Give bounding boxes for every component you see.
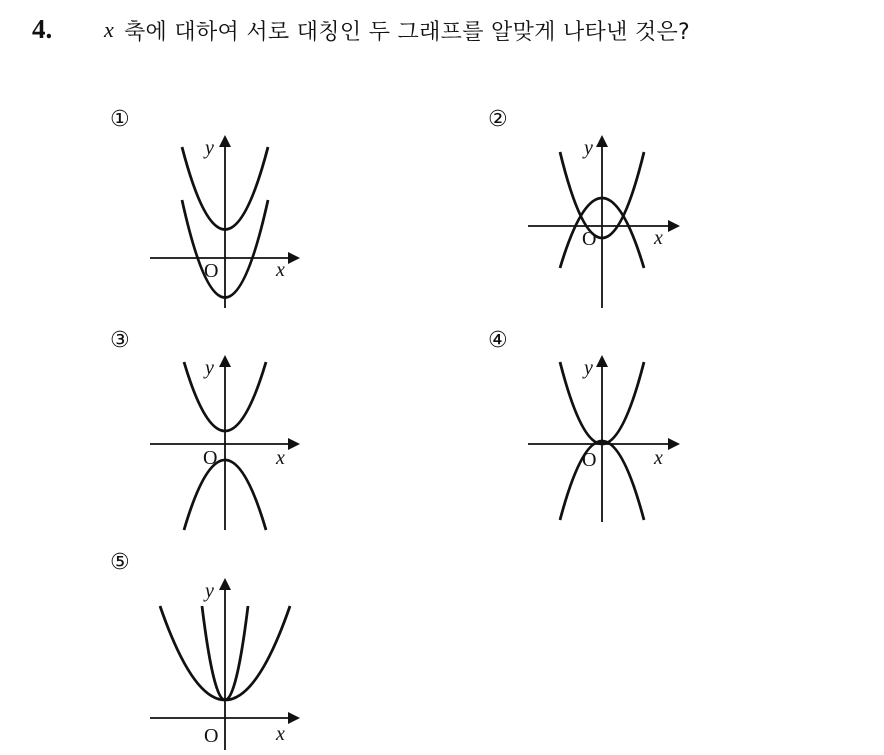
origin-label: O bbox=[582, 449, 597, 471]
choice-marker-3: ③ bbox=[110, 328, 130, 353]
choice-marker-5: ⑤ bbox=[110, 550, 130, 575]
origin-label: O bbox=[203, 447, 218, 469]
y-axis-label: y bbox=[205, 137, 214, 159]
choice-marker-4: ④ bbox=[488, 328, 508, 353]
x-axis-label: x bbox=[276, 723, 285, 745]
choice-marker-2: ② bbox=[488, 107, 508, 132]
x-axis-arrow bbox=[288, 712, 300, 724]
x-axis-label: x bbox=[654, 447, 663, 469]
choice-marker-1: ① bbox=[110, 107, 130, 132]
x-axis-label: x bbox=[276, 259, 285, 281]
origin-label: O bbox=[582, 228, 597, 250]
origin-label: O bbox=[204, 725, 219, 747]
question-text: 축에 대하여 서로 대칭인 두 그래프를 알맞게 나타낸 것은? bbox=[124, 20, 691, 45]
x-axis-label: x bbox=[276, 447, 285, 469]
y-axis-label: y bbox=[584, 357, 593, 379]
y-axis-label: y bbox=[205, 580, 214, 602]
y-axis-arrow bbox=[219, 578, 231, 590]
y-axis-label: y bbox=[205, 357, 214, 379]
question-number: 4. bbox=[32, 14, 53, 44]
x-axis-label: x bbox=[654, 227, 663, 249]
y-axis-label: y bbox=[584, 137, 593, 159]
question-variable: x bbox=[104, 17, 114, 42]
origin-label: O bbox=[204, 260, 219, 282]
